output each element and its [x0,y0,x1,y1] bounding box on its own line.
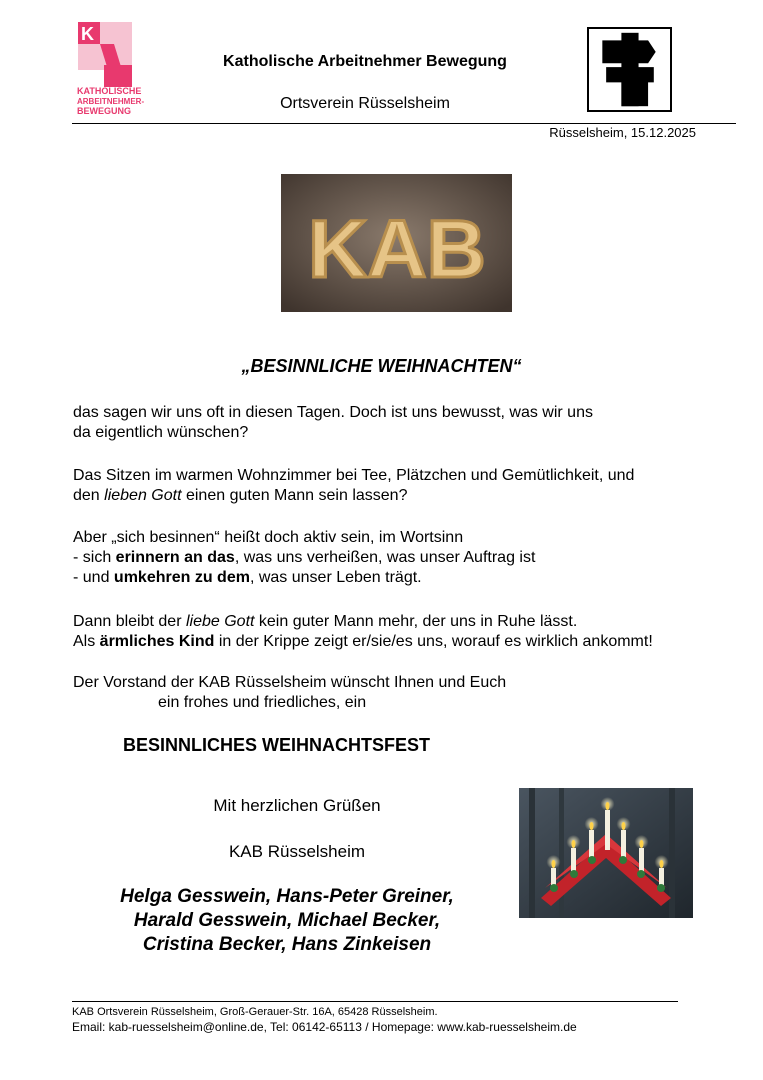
paragraph-4: Dann bleibt der liebe Gott kein guter Mann mehr, der uns in Ruhe lässt. Als ärmliches Kind in der Krippe zeigt er/sie/es uns, worauf es wirklich ankommt! [73,613,653,650]
cookie-letters: KAB [308,204,486,295]
names-line-2: Harald Gesswein, Michael Becker, [133,910,441,931]
org-name: Katholische Arbeitnehmer Bewegung [223,53,507,70]
local-chapter-name: Ortsverein Rüsselsheim [280,95,450,112]
date-line: Rüsselsheim, 15.12.2025 [549,125,696,140]
kab-cookie-photo [281,174,512,312]
cross-emblem-icon [587,27,672,112]
paragraph-2: Das Sitzen im warmen Wohnzimmer bei Tee, Plätzchen und Gemütlichkeit, und den lieben Gott einen guten Mann sein lassen? [73,467,635,504]
names-line-3: Cristina Becker, Hans Zinkeisen [142,934,432,955]
paragraph-1: das sagen wir uns oft in diesen Tagen. Doch ist uns bewusst, was wir uns da eigentlich wünschen? [73,404,593,441]
logo-text-2: ARBEITNEHMER- [77,97,145,106]
footer-address: KAB Ortsverein Rüsselsheim, Groß-Gerauer-Str. 16A, 65428 Rüsselsheim. [72,1006,438,1018]
footer-contact: Email: kab-ruesselsheim@online.de, Tel: 06142-65113 / Homepage: www.kab-ruesselsheim.de [72,1020,577,1034]
logo-text-1: KATHOLISCHE [77,86,142,96]
greeting: Mit herzlichen Grüßen [213,796,381,815]
sender: KAB Rüsselsheim [228,842,366,861]
festive-heading: BESINNLICHES WEIHNACHTSFEST [123,735,431,755]
paragraph-3: Aber „sich besinnen“ heißt doch aktiv sein, im Wortsinn - sich erinnern an das, was uns verheißen, was unser Auftrag ist - und umkehren zu dem, was unser Leben trägt. [73,529,536,586]
candle-arch-photo [519,788,693,918]
names-line-1: Helga Gesswein, Hans-Peter Greiner, [120,886,454,907]
footer-rule [72,1001,678,1002]
logo-text-3: BEWEGUNG [77,106,131,116]
paragraph-5: Der Vorstand der KAB Rüsselsheim wünscht Ihnen und Euch ein frohes und friedliches, ein [73,674,507,711]
logo-letter-k: K [81,24,94,44]
page-title: „BESINNLICHE WEIHNACHTEN“ [241,356,522,376]
header-rule [72,123,736,124]
board-names [0,885,574,957]
